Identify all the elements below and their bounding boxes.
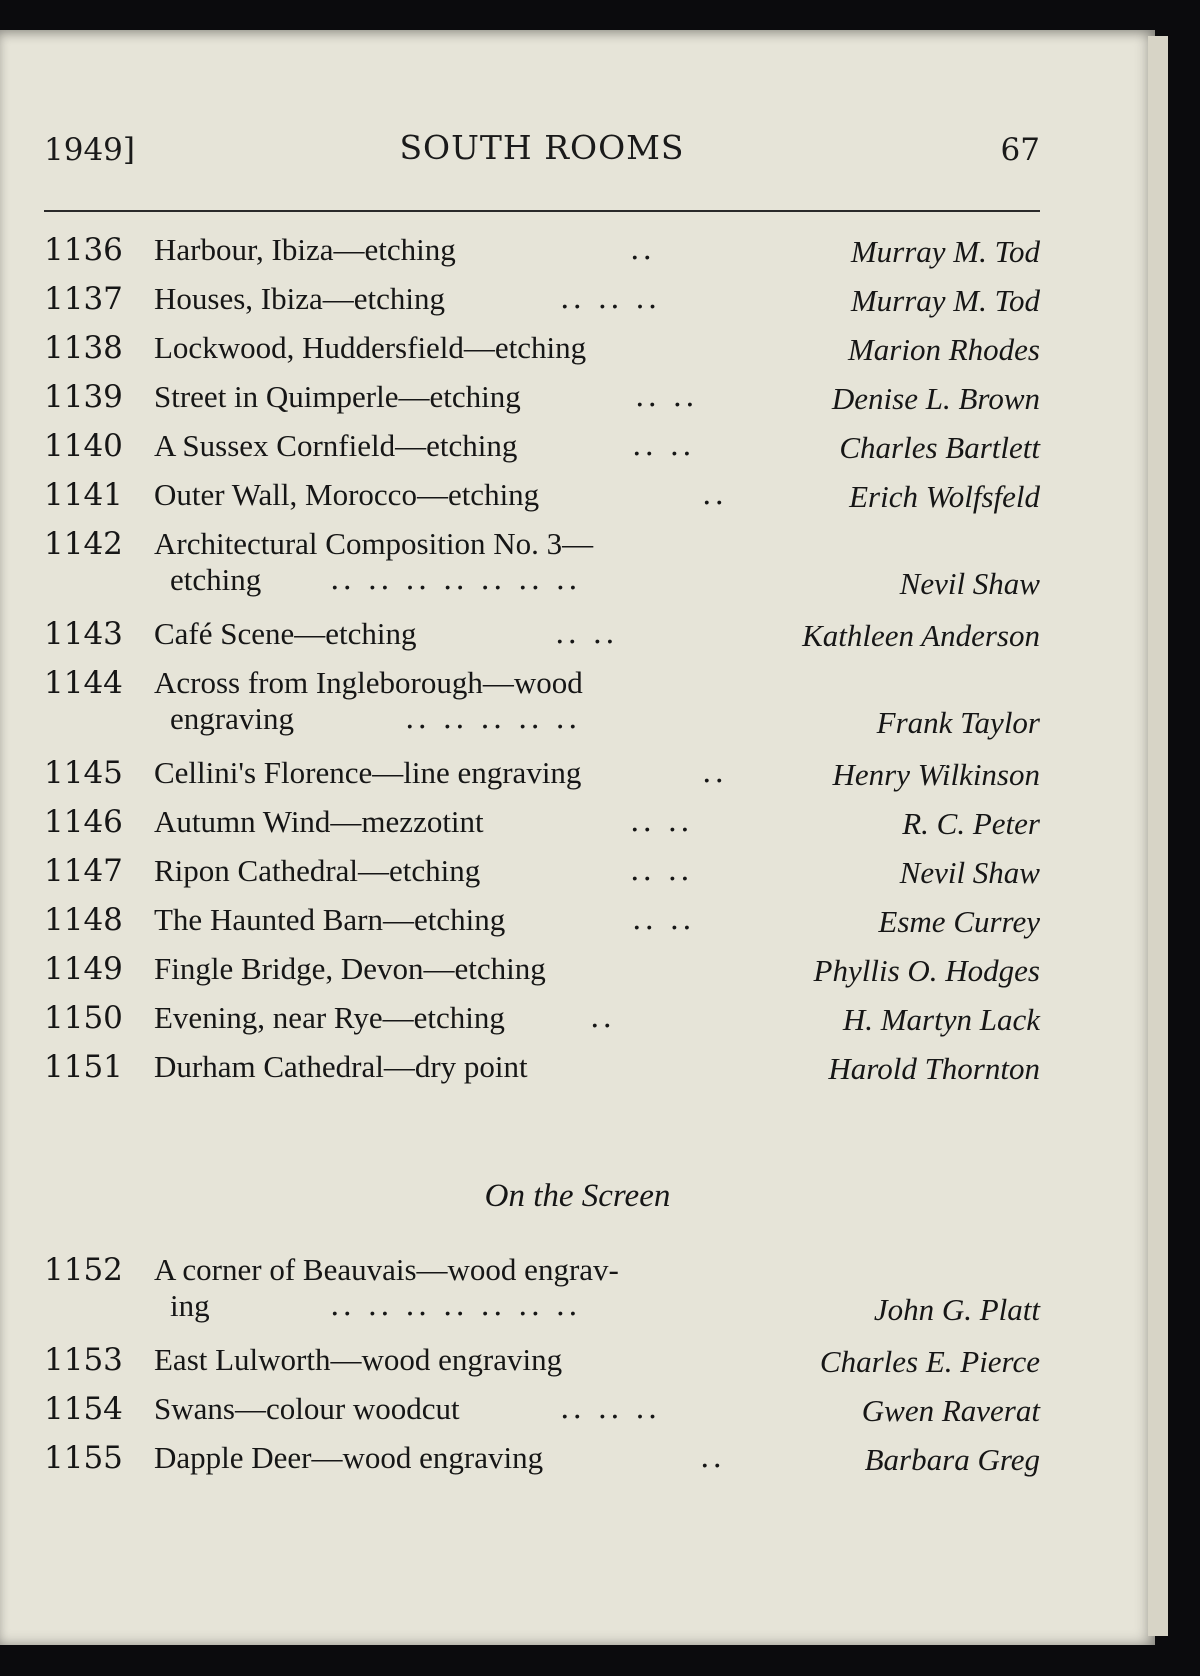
dot-leader: .. .. .. .. .. .. .. xyxy=(330,1288,581,1323)
catalogue-entry xyxy=(0,277,1155,326)
entry-title: A corner of Beauvais—wood engrav- xyxy=(154,1252,619,1287)
entry-artist: Charles Bartlett xyxy=(839,430,1040,465)
dot-leader: .. .. xyxy=(632,428,695,463)
entry-number: 1140 xyxy=(44,428,123,464)
entry-artist: Erich Wolfsfeld xyxy=(849,479,1040,514)
catalogue-entry xyxy=(0,947,1155,996)
entry-number: 1136 xyxy=(44,232,123,268)
entry-number: 1149 xyxy=(44,951,123,987)
entry-number: 1154 xyxy=(44,1391,123,1427)
catalogue-entry xyxy=(0,522,1155,612)
entry-artist: Gwen Raverat xyxy=(861,1393,1040,1428)
entry-artist: Denise L. Brown xyxy=(831,381,1040,416)
catalogue-entry xyxy=(0,1436,1155,1485)
entry-artist: Murray M. Tod xyxy=(850,234,1040,269)
entry-number: 1153 xyxy=(44,1342,123,1378)
catalogue-entry xyxy=(0,473,1155,522)
catalogue-entry xyxy=(0,1248,1155,1338)
entry-artist: Nevil Shaw xyxy=(899,855,1040,890)
entry-title: Swans—colour woodcut xyxy=(154,1391,460,1426)
entry-artist: Barbara Greg xyxy=(864,1442,1040,1477)
catalogue-entry xyxy=(0,1338,1155,1387)
entry-number: 1138 xyxy=(44,330,123,366)
entry-title: The Haunted Barn—etching xyxy=(154,902,506,937)
entry-number: 1150 xyxy=(44,1000,123,1036)
entry-title: Cellini's Florence—line engraving xyxy=(154,755,582,790)
dot-leader: .. xyxy=(700,1440,726,1475)
catalogue-entry xyxy=(0,996,1155,1045)
entry-number: 1137 xyxy=(44,281,123,317)
running-head-year: 1949] xyxy=(44,132,135,168)
entry-artist: H. Martyn Lack xyxy=(842,1002,1040,1037)
entry-title: Evening, near Rye—etching xyxy=(154,1000,505,1035)
entry-number: 1155 xyxy=(44,1440,123,1476)
catalogue-entry xyxy=(0,612,1155,661)
entry-title: Across from Ingleborough—wood xyxy=(154,665,583,700)
entry-artist: Marion Rhodes xyxy=(847,332,1040,367)
entry-artist: Henry Wilkinson xyxy=(832,757,1040,792)
entry-artist: Harold Thornton xyxy=(828,1051,1040,1086)
entry-title: Dapple Deer—wood engraving xyxy=(154,1440,544,1475)
entry-number: 1139 xyxy=(44,379,123,415)
header-rule xyxy=(44,210,1040,212)
entry-number: 1145 xyxy=(44,755,123,791)
page-number: 67 xyxy=(1000,132,1040,168)
catalogue-entry xyxy=(0,898,1155,947)
entry-title: Street in Quimperle—etching xyxy=(154,379,521,414)
dot-leader: .. .. .. .. .. .. .. xyxy=(330,562,581,597)
entry-title-continued: etching xyxy=(170,562,262,597)
entry-artist: Nevil Shaw xyxy=(899,566,1040,601)
dot-leader: .. xyxy=(590,1000,616,1035)
catalogue-entry xyxy=(0,800,1155,849)
entry-title: Architectural Composition No. 3— xyxy=(154,526,594,561)
running-head xyxy=(44,118,1040,170)
entry-title: Autumn Wind—mezzotint xyxy=(154,804,484,839)
catalogue-entry xyxy=(0,849,1155,898)
catalogue-entry xyxy=(0,228,1155,277)
entry-number: 1151 xyxy=(44,1049,123,1085)
catalogue-entry xyxy=(0,661,1155,751)
catalogue-list-main xyxy=(0,228,1155,1094)
dot-leader: .. .. .. .. .. xyxy=(405,701,581,736)
entry-title: Durham Cathedral—dry point xyxy=(154,1049,528,1084)
entry-number: 1142 xyxy=(44,526,123,562)
dot-leader: .. .. .. xyxy=(560,281,661,316)
dot-leader: .. xyxy=(630,232,656,267)
entry-title: A Sussex Cornfield—etching xyxy=(154,428,518,463)
entry-artist: Charles E. Pierce xyxy=(819,1344,1040,1379)
entry-title-continued: ing xyxy=(170,1288,210,1323)
entry-artist: Murray M. Tod xyxy=(850,283,1040,318)
catalogue-entry xyxy=(0,1387,1155,1436)
dot-leader: .. .. xyxy=(632,902,695,937)
entry-title: Lockwood, Huddersfield—etching xyxy=(154,330,587,365)
catalogue-list-screen xyxy=(0,1248,1155,1485)
entry-number: 1146 xyxy=(44,804,123,840)
entry-artist: Esme Currey xyxy=(878,904,1040,939)
entry-title: Harbour, Ibiza—etching xyxy=(154,232,456,267)
entry-artist: R. C. Peter xyxy=(902,806,1040,841)
entry-title: Houses, Ibiza—etching xyxy=(154,281,445,316)
dot-leader: .. .. xyxy=(630,804,693,839)
catalogue-entry xyxy=(0,326,1155,375)
dot-leader: .. xyxy=(702,755,728,790)
running-head-title: SOUTH ROOMS xyxy=(399,128,685,167)
catalogue-entry xyxy=(0,424,1155,473)
entry-artist: John G. Platt xyxy=(873,1292,1040,1327)
entry-number: 1143 xyxy=(44,616,123,652)
entry-number: 1144 xyxy=(44,665,123,701)
entry-title: Outer Wall, Morocco—etching xyxy=(154,477,540,512)
entry-title: Ripon Cathedral—etching xyxy=(154,853,481,888)
catalogue-entry xyxy=(0,1045,1155,1094)
entry-number: 1152 xyxy=(44,1252,123,1288)
entry-artist: Phyllis O. Hodges xyxy=(813,953,1040,988)
dot-leader: .. .. xyxy=(555,616,618,651)
entry-title: Café Scene—etching xyxy=(154,616,417,651)
dot-leader: .. .. xyxy=(635,379,698,414)
dot-leader: .. .. xyxy=(630,853,693,888)
entry-artist: Frank Taylor xyxy=(876,705,1040,740)
entry-title-continued: engraving xyxy=(170,701,294,736)
entry-title: Fingle Bridge, Devon—etching xyxy=(154,951,546,986)
catalogue-entry xyxy=(0,375,1155,424)
dot-leader: .. xyxy=(702,477,728,512)
section-heading: On the Screen xyxy=(484,1178,671,1214)
catalogue-entry xyxy=(0,751,1155,800)
dot-leader: .. .. .. xyxy=(560,1391,661,1426)
entry-title: East Lulworth—wood engraving xyxy=(154,1342,563,1377)
entry-number: 1141 xyxy=(44,477,123,513)
entry-artist: Kathleen Anderson xyxy=(802,618,1040,653)
entry-number: 1148 xyxy=(44,902,123,938)
entry-number: 1147 xyxy=(44,853,123,889)
